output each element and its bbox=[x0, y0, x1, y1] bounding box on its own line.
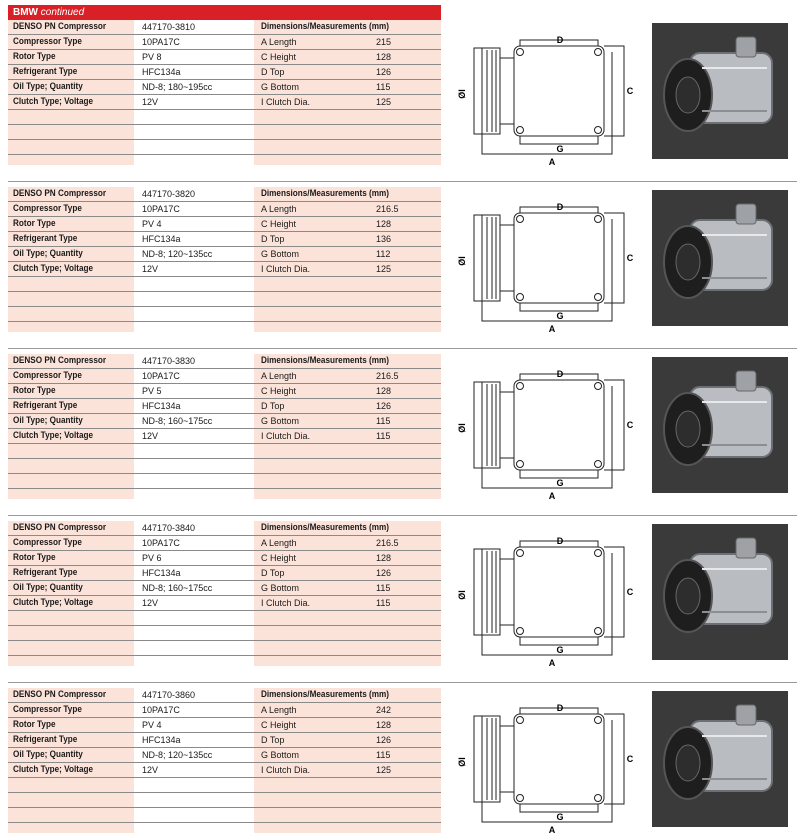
dimension-letter: A bbox=[548, 825, 556, 833]
spec-value: ND-8; 160~175cc bbox=[142, 583, 213, 593]
mount-hole bbox=[517, 461, 524, 468]
dimension-label: D Top bbox=[261, 67, 285, 77]
spec-row bbox=[8, 429, 441, 444]
section-divider bbox=[8, 181, 797, 182]
blank-row bbox=[8, 140, 441, 155]
spec-label: Refrigerant Type bbox=[13, 567, 78, 578]
dimensions-heading: Dimensions/Measurements (mm) bbox=[261, 188, 390, 199]
spec-table bbox=[8, 20, 441, 165]
dimension-label: G Bottom bbox=[261, 416, 300, 426]
spec-label: Clutch Type; Voltage bbox=[13, 96, 94, 107]
dimension-value: 125 bbox=[376, 264, 392, 274]
spec-row bbox=[8, 521, 441, 536]
spec-row bbox=[8, 262, 441, 277]
spec-label: Compressor Type bbox=[13, 203, 82, 214]
dimension-letter: C bbox=[626, 253, 634, 263]
mount-hole bbox=[517, 717, 524, 724]
dimension-value: 126 bbox=[376, 735, 392, 745]
dimension-label: C Height bbox=[261, 219, 297, 229]
spec-row bbox=[8, 20, 441, 35]
dimension-letter: G bbox=[556, 478, 564, 488]
dimension-label: D Top bbox=[261, 234, 285, 244]
product-section bbox=[0, 521, 797, 686]
dimension-letter: A bbox=[548, 324, 556, 334]
dimension-letter: A bbox=[548, 157, 556, 167]
product-section bbox=[0, 187, 797, 352]
spec-value: ND-8; 120~135cc bbox=[142, 750, 213, 760]
dimension-letter: ØI bbox=[457, 590, 467, 600]
dimension-letter: C bbox=[626, 754, 634, 764]
spec-label: Refrigerant Type bbox=[13, 400, 78, 411]
dimension-label: D Top bbox=[261, 735, 285, 745]
dimension-label: G Bottom bbox=[261, 750, 300, 760]
compressor-body bbox=[514, 714, 604, 804]
spec-value: 12V bbox=[142, 97, 159, 107]
dimension-label: I Clutch Dia. bbox=[261, 431, 311, 441]
blank-row bbox=[8, 626, 441, 641]
dimension-label: I Clutch Dia. bbox=[261, 97, 311, 107]
spec-label: Refrigerant Type bbox=[13, 66, 78, 77]
dimension-diagram bbox=[452, 28, 642, 168]
spec-label: Oil Type; Quantity bbox=[13, 749, 83, 760]
dimension-letter: G bbox=[556, 311, 564, 321]
spec-label: Oil Type; Quantity bbox=[13, 415, 83, 426]
spec-row bbox=[8, 50, 441, 65]
spec-row bbox=[8, 581, 441, 596]
spec-value: ND-8; 160~175cc bbox=[142, 416, 213, 426]
mount-hole bbox=[517, 628, 524, 635]
spec-label: Compressor Type bbox=[13, 537, 82, 548]
dimensions-heading: Dimensions/Measurements (mm) bbox=[261, 21, 390, 32]
mount-hole bbox=[517, 550, 524, 557]
dimension-letter: D bbox=[556, 35, 564, 45]
compressor-photo bbox=[652, 357, 788, 493]
spec-value: 447170-3810 bbox=[142, 22, 196, 32]
dimension-label: I Clutch Dia. bbox=[261, 598, 311, 608]
mount-hole bbox=[595, 717, 602, 724]
dimension-label: C Height bbox=[261, 386, 297, 396]
spec-table bbox=[8, 354, 441, 499]
mount-hole bbox=[517, 795, 524, 802]
dimension-value: 115 bbox=[376, 598, 391, 608]
blank-row bbox=[8, 793, 441, 808]
blank-row bbox=[8, 459, 441, 474]
dimension-value: 215 bbox=[376, 37, 392, 47]
mount-hole bbox=[517, 294, 524, 301]
mount-hole bbox=[595, 461, 602, 468]
spec-value: PV 8 bbox=[142, 52, 162, 62]
dimension-value: 125 bbox=[376, 97, 392, 107]
product-section bbox=[0, 354, 797, 519]
spec-row bbox=[8, 566, 441, 581]
blank-row bbox=[8, 474, 441, 489]
spec-table bbox=[8, 187, 441, 332]
dimension-value: 216.5 bbox=[376, 371, 399, 381]
dimension-value: 136 bbox=[376, 234, 392, 244]
spec-value: 447170-3830 bbox=[142, 356, 196, 366]
pulley-outline bbox=[482, 215, 500, 301]
clutch-hub bbox=[500, 225, 514, 291]
spec-row bbox=[8, 202, 441, 217]
blank-row bbox=[8, 444, 441, 459]
dimension-letter: ØI bbox=[457, 256, 467, 266]
dimension-value: 115 bbox=[376, 416, 391, 426]
blank-row bbox=[8, 292, 441, 307]
spec-value: 447170-3820 bbox=[142, 189, 196, 199]
dimension-value: 126 bbox=[376, 568, 392, 578]
clutch-hub bbox=[500, 559, 514, 625]
spec-row bbox=[8, 217, 441, 232]
pulley-outline bbox=[482, 48, 500, 134]
mount-hole bbox=[595, 383, 602, 390]
mount-hole bbox=[595, 795, 602, 802]
dimension-letter: G bbox=[556, 812, 564, 822]
spec-value: PV 4 bbox=[142, 219, 162, 229]
spec-value: ND-8; 180~195cc bbox=[142, 82, 213, 92]
mount-hole bbox=[595, 550, 602, 557]
dimension-letter: A bbox=[548, 658, 556, 668]
blank-row bbox=[8, 125, 441, 140]
spec-label: Compressor Type bbox=[13, 370, 82, 381]
spec-label: DENSO PN Compressor bbox=[13, 522, 107, 533]
dimension-label: I Clutch Dia. bbox=[261, 264, 311, 274]
dimension-value: 128 bbox=[376, 720, 392, 730]
dimension-label: A Length bbox=[261, 37, 297, 47]
spec-label: DENSO PN Compressor bbox=[13, 355, 107, 366]
spec-row bbox=[8, 369, 441, 384]
spec-label: Oil Type; Quantity bbox=[13, 248, 83, 259]
spec-row bbox=[8, 95, 441, 110]
dimension-letter: C bbox=[626, 86, 634, 96]
spec-label: DENSO PN Compressor bbox=[13, 188, 107, 199]
spec-row bbox=[8, 80, 441, 95]
spec-label: Rotor Type bbox=[13, 552, 56, 563]
spec-row bbox=[8, 718, 441, 733]
mount-hole bbox=[517, 383, 524, 390]
dimension-label: A Length bbox=[261, 538, 297, 548]
dimension-diagram bbox=[452, 362, 642, 502]
dimension-value: 128 bbox=[376, 386, 392, 396]
spec-value: 10PA17C bbox=[142, 705, 180, 715]
dimension-value: 128 bbox=[376, 219, 392, 229]
blank-row bbox=[8, 778, 441, 793]
compressor-body bbox=[514, 46, 604, 136]
dimension-label: A Length bbox=[261, 371, 297, 381]
dimension-value: 115 bbox=[376, 750, 391, 760]
mount-hole bbox=[595, 216, 602, 223]
spec-value: 10PA17C bbox=[142, 37, 180, 47]
continued-label: continued bbox=[40, 7, 85, 18]
dimension-value: 216.5 bbox=[376, 538, 399, 548]
spec-label: DENSO PN Compressor bbox=[13, 689, 107, 700]
mount-hole bbox=[517, 127, 524, 134]
dimension-letter: D bbox=[556, 703, 564, 713]
dimension-label: D Top bbox=[261, 568, 285, 578]
dimension-label: A Length bbox=[261, 705, 297, 715]
spec-value: PV 5 bbox=[142, 386, 162, 396]
spec-label: Rotor Type bbox=[13, 218, 56, 229]
dimension-label: A Length bbox=[261, 204, 297, 214]
spec-value: HFC134a bbox=[142, 67, 181, 77]
spec-value: 12V bbox=[142, 431, 159, 441]
spec-value: PV 6 bbox=[142, 553, 162, 563]
mount-hole bbox=[595, 294, 602, 301]
spec-row bbox=[8, 384, 441, 399]
spec-label: Clutch Type; Voltage bbox=[13, 764, 94, 775]
spec-label: Clutch Type; Voltage bbox=[13, 430, 94, 441]
spec-row bbox=[8, 399, 441, 414]
dimension-diagram bbox=[452, 195, 642, 335]
mount-hole bbox=[517, 216, 524, 223]
spec-row bbox=[8, 596, 441, 611]
compressor-photo bbox=[652, 23, 788, 159]
dimension-label: G Bottom bbox=[261, 583, 300, 593]
blank-row bbox=[8, 808, 441, 823]
spec-label: Compressor Type bbox=[13, 704, 82, 715]
spec-label: DENSO PN Compressor bbox=[13, 21, 107, 32]
dimension-letter: D bbox=[556, 202, 564, 212]
dimension-letter: C bbox=[626, 420, 634, 430]
dimension-label: D Top bbox=[261, 401, 285, 411]
spec-value: 10PA17C bbox=[142, 371, 180, 381]
dimensions-heading: Dimensions/Measurements (mm) bbox=[261, 355, 390, 366]
blank-row bbox=[8, 611, 441, 626]
spec-value: HFC134a bbox=[142, 568, 181, 578]
dimension-value: 128 bbox=[376, 553, 392, 563]
section-divider bbox=[8, 515, 797, 516]
dimension-label: G Bottom bbox=[261, 82, 300, 92]
spec-value: 447170-3860 bbox=[142, 690, 196, 700]
compressor-body bbox=[514, 380, 604, 470]
spec-table bbox=[8, 688, 441, 833]
pulley-outline bbox=[482, 382, 500, 468]
section-header bbox=[8, 5, 441, 20]
dimension-value: 216.5 bbox=[376, 204, 399, 214]
spec-label: Rotor Type bbox=[13, 385, 56, 396]
pulley-outline bbox=[482, 549, 500, 635]
blank-row bbox=[8, 307, 441, 322]
dimension-letter: G bbox=[556, 144, 564, 154]
spec-value: 12V bbox=[142, 264, 159, 274]
dimension-letter: D bbox=[556, 536, 564, 546]
pulley-outline bbox=[482, 716, 500, 802]
spec-label: Oil Type; Quantity bbox=[13, 582, 83, 593]
spec-row bbox=[8, 65, 441, 80]
spec-row bbox=[8, 748, 441, 763]
section-divider bbox=[8, 682, 797, 683]
blank-row bbox=[8, 110, 441, 125]
dimension-letter: ØI bbox=[457, 89, 467, 99]
dimension-diagram bbox=[452, 696, 642, 833]
compressor-body bbox=[514, 213, 604, 303]
spec-value: PV 4 bbox=[142, 720, 162, 730]
clutch-hub bbox=[500, 58, 514, 124]
brand-name: BMW bbox=[13, 7, 38, 18]
dimension-value: 115 bbox=[376, 82, 391, 92]
spec-value: HFC134a bbox=[142, 234, 181, 244]
spec-row bbox=[8, 414, 441, 429]
mount-hole bbox=[595, 127, 602, 134]
compressor-photo bbox=[652, 524, 788, 660]
spec-label: Compressor Type bbox=[13, 36, 82, 47]
spec-row bbox=[8, 536, 441, 551]
dimension-label: G Bottom bbox=[261, 249, 300, 259]
spec-row bbox=[8, 35, 441, 50]
spec-value: 10PA17C bbox=[142, 204, 180, 214]
spec-row bbox=[8, 688, 441, 703]
dimension-label: I Clutch Dia. bbox=[261, 765, 311, 775]
spec-label: Oil Type; Quantity bbox=[13, 81, 83, 92]
dimension-value: 126 bbox=[376, 67, 392, 77]
dimension-value: 128 bbox=[376, 52, 392, 62]
dimension-label: C Height bbox=[261, 720, 297, 730]
compressor-body bbox=[514, 547, 604, 637]
blank-row bbox=[8, 641, 441, 656]
dimension-diagram bbox=[452, 529, 642, 669]
spec-table bbox=[8, 521, 441, 666]
spec-value: HFC134a bbox=[142, 401, 181, 411]
dimensions-heading: Dimensions/Measurements (mm) bbox=[261, 522, 390, 533]
product-section bbox=[0, 20, 797, 185]
spec-label: Clutch Type; Voltage bbox=[13, 597, 94, 608]
compressor-photo bbox=[652, 691, 788, 827]
mount-hole bbox=[595, 628, 602, 635]
dimension-value: 126 bbox=[376, 401, 392, 411]
spec-row bbox=[8, 703, 441, 718]
spec-row bbox=[8, 733, 441, 748]
blank-row bbox=[8, 277, 441, 292]
spec-row bbox=[8, 551, 441, 566]
dimension-value: 115 bbox=[376, 583, 391, 593]
dimension-letter: G bbox=[556, 645, 564, 655]
dimension-value: 112 bbox=[376, 249, 391, 259]
spec-row bbox=[8, 232, 441, 247]
dimension-label: C Height bbox=[261, 553, 297, 563]
spec-label: Clutch Type; Voltage bbox=[13, 263, 94, 274]
spec-value: 447170-3840 bbox=[142, 523, 196, 533]
spec-row bbox=[8, 187, 441, 202]
spec-label: Rotor Type bbox=[13, 719, 56, 730]
dimension-letter: C bbox=[626, 587, 634, 597]
spec-value: 10PA17C bbox=[142, 538, 180, 548]
dimensions-heading: Dimensions/Measurements (mm) bbox=[261, 689, 390, 700]
mount-hole bbox=[517, 49, 524, 56]
clutch-hub bbox=[500, 392, 514, 458]
mount-hole bbox=[595, 49, 602, 56]
dimension-value: 125 bbox=[376, 765, 392, 775]
dimension-value: 115 bbox=[376, 431, 391, 441]
spec-row bbox=[8, 763, 441, 778]
dimension-label: C Height bbox=[261, 52, 297, 62]
spec-value: ND-8; 120~135cc bbox=[142, 249, 213, 259]
spec-row bbox=[8, 354, 441, 369]
spec-value: 12V bbox=[142, 598, 159, 608]
product-section bbox=[0, 688, 797, 833]
dimension-value: 242 bbox=[376, 705, 392, 715]
dimension-letter: ØI bbox=[457, 757, 467, 767]
spec-value: 12V bbox=[142, 765, 159, 775]
dimension-letter: D bbox=[556, 369, 564, 379]
spec-value: HFC134a bbox=[142, 735, 181, 745]
clutch-hub bbox=[500, 726, 514, 792]
spec-label: Refrigerant Type bbox=[13, 734, 78, 745]
spec-label: Rotor Type bbox=[13, 51, 56, 62]
section-divider bbox=[8, 348, 797, 349]
dimension-letter: ØI bbox=[457, 423, 467, 433]
compressor-photo bbox=[652, 190, 788, 326]
dimension-letter: A bbox=[548, 491, 556, 501]
spec-label: Refrigerant Type bbox=[13, 233, 78, 244]
spec-row bbox=[8, 247, 441, 262]
